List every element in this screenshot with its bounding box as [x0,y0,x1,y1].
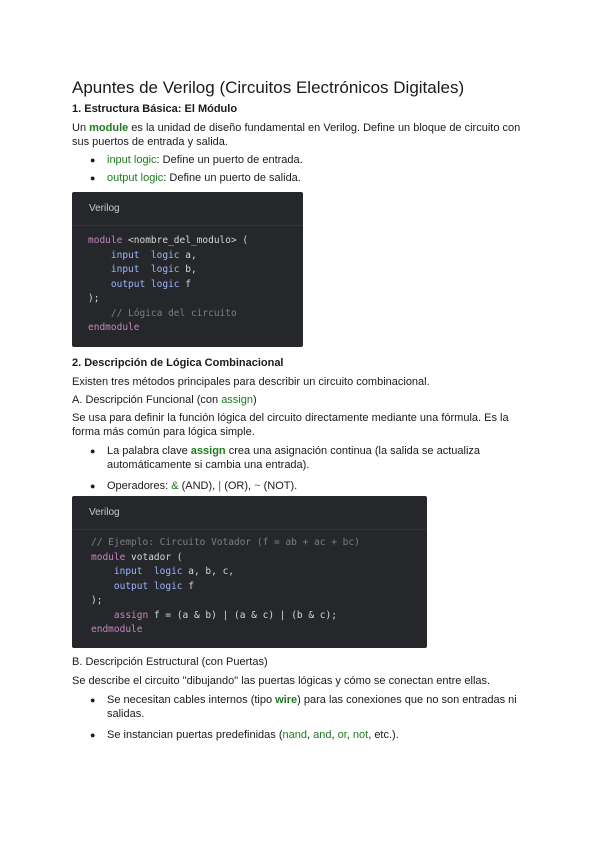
code-line: input logic b, [110,264,197,275]
subsection-a-heading: A. Descripción Funcional (con assign) [72,394,257,406]
keyword-output-logic: output logic [107,172,164,184]
bullet-icon: ● [90,695,96,705]
keyword-assign: assign [190,445,226,457]
code-line: ); [88,293,100,304]
subsection-b-bullets [90,693,530,742]
code-line: input logic a, [110,249,197,261]
operator-or: | [218,480,222,492]
code-line: ); [91,595,103,606]
code-block-module [72,192,303,347]
keyword-wire: wire [275,694,298,706]
code-line: // Lógica del circuito [110,307,237,319]
section-2-heading: 2. Descripción de Lógica Combinacional [72,357,284,369]
code-line: output logic f [110,278,191,290]
code-line: endmodule [88,322,140,333]
keyword-module: module [89,122,129,134]
list-item [90,153,530,167]
code-language-label: Verilog [89,507,120,518]
code-line: endmodule [91,624,143,635]
list-item: ● Se instancian puertas predefinidas (nand, and, or, not, etc.). [90,729,399,741]
code-header-divider [72,225,303,226]
page-title: Apuntes de Verilog (Circuitos Electrónicos Digitales) [72,78,465,97]
code-content [88,234,248,336]
operator-not: ~ [254,480,261,492]
code-line: output logic f [113,580,194,592]
code-language-label: Verilog [89,203,120,214]
subsection-b-heading: B. Descripción Estructural (con Puertas) [72,656,268,668]
code-line: module <nombre_del_modulo> ( [88,235,249,246]
keyword-assign: assign [221,394,253,406]
code-line: input logic a, b, c, [113,566,235,577]
list-item: ● La palabra clave assign crea una asignación continua (la salida se actualiza automáticamente si cambia una entrada). [90,445,481,471]
code-line: assign f = (a & b) | (a & c) | (b & c); [113,609,337,621]
keyword-or: or [337,729,347,741]
list-item: ● Operadores: & (AND), | (OR), ~ (NOT). [90,480,298,492]
operator-and: & [171,480,179,492]
keyword-input-logic: input logic [107,154,157,166]
subsection-a-text: Se usa para definir la función lógica del circuito directamente mediante una fórmula. Es la forma más común para lógica simple. [72,412,509,438]
code-header-divider [72,529,427,530]
code-line: module votador ( [91,551,183,563]
intro-text-pre: Un [72,122,90,134]
intro-text-post: es la unidad de diseño fundamental en Verilog. Define un bloque de circuito con sus puertos de entrada y salida. [72,122,521,148]
list-item: ● Se necesitan cables internos (tipo wire) para las conexiones que no son entradas ni salidas. [90,694,517,720]
bullet-icon: ● [90,173,96,183]
keyword-nand: nand [282,729,307,741]
bullet-icon: ● [90,730,96,740]
section-1-heading: 1. Estructura Básica: El Módulo [72,103,238,115]
code-block-votador [72,496,427,648]
subsection-b-text: Se describe el circuito "dibujando" las puertas lógicas y cómo se conectan entre ellas. [72,675,491,687]
list-item [90,171,530,185]
bullet-icon: ● [90,446,96,456]
bullet-icon: ● [90,155,96,165]
bullet-icon: ● [90,481,96,491]
code-line: // Ejemplo: Circuito Votador (f = ab + ac + bc) [91,537,360,548]
subsection-a-bullets [90,444,530,493]
section-2-intro: Existen tres métodos principales para describir un circuito combinacional. [72,376,430,388]
bullet-text: : Define un puerto de entrada. [156,154,303,166]
bullet-text: : Define un puerto de salida. [163,172,301,184]
keyword-and: and [313,729,332,741]
keyword-not: not [352,729,369,741]
section-1-bullets [90,153,530,185]
code-content [91,536,360,638]
section-1-intro [72,121,528,149]
